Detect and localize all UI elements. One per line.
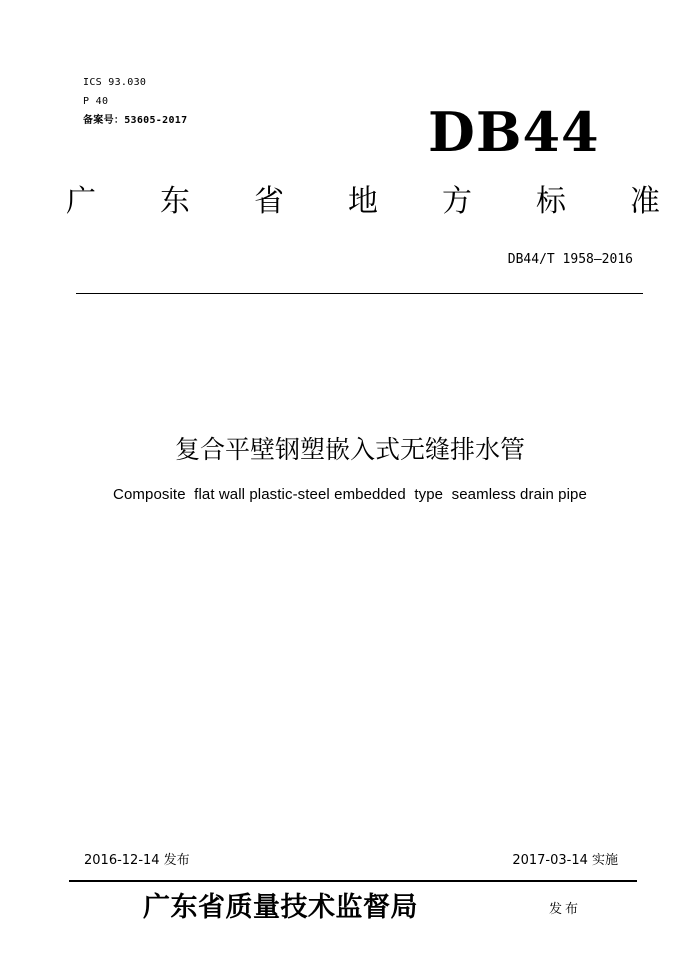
publisher-name: 广东省质量技术监督局 bbox=[143, 892, 418, 923]
publish-label: 发布 bbox=[549, 902, 582, 917]
issue-date: 2016-12-14 发布 bbox=[84, 853, 190, 868]
record-number: 备案号：53605-2017 bbox=[83, 115, 188, 126]
standard-type-heading bbox=[66, 182, 660, 222]
standard-type-char: 准 bbox=[630, 184, 660, 219]
standard-number: DB44/T 1958—2016 bbox=[507, 252, 633, 267]
standard-logo: DB44 bbox=[428, 100, 600, 164]
standard-type-char: 东 bbox=[160, 184, 190, 219]
standard-type-char: 广 bbox=[66, 184, 96, 219]
ics-code: ICS 93.030 bbox=[83, 77, 147, 88]
standard-type-char: 地 bbox=[348, 184, 378, 219]
document-title-chinese: 复合平壁钢塑嵌入式无缝排水管 bbox=[174, 435, 525, 464]
footer-divider bbox=[69, 880, 637, 882]
classification-code: P 40 bbox=[83, 96, 109, 107]
standard-type-char: 方 bbox=[442, 184, 472, 219]
implementation-date: 2017-03-14 实施 bbox=[512, 853, 618, 868]
document-title-english: Composite flat wall plastic-steel embedded type seamless drain pipe bbox=[113, 486, 587, 503]
header-divider bbox=[76, 293, 643, 294]
standard-type-char: 标 bbox=[536, 184, 566, 219]
standard-type-char: 省 bbox=[254, 184, 284, 219]
